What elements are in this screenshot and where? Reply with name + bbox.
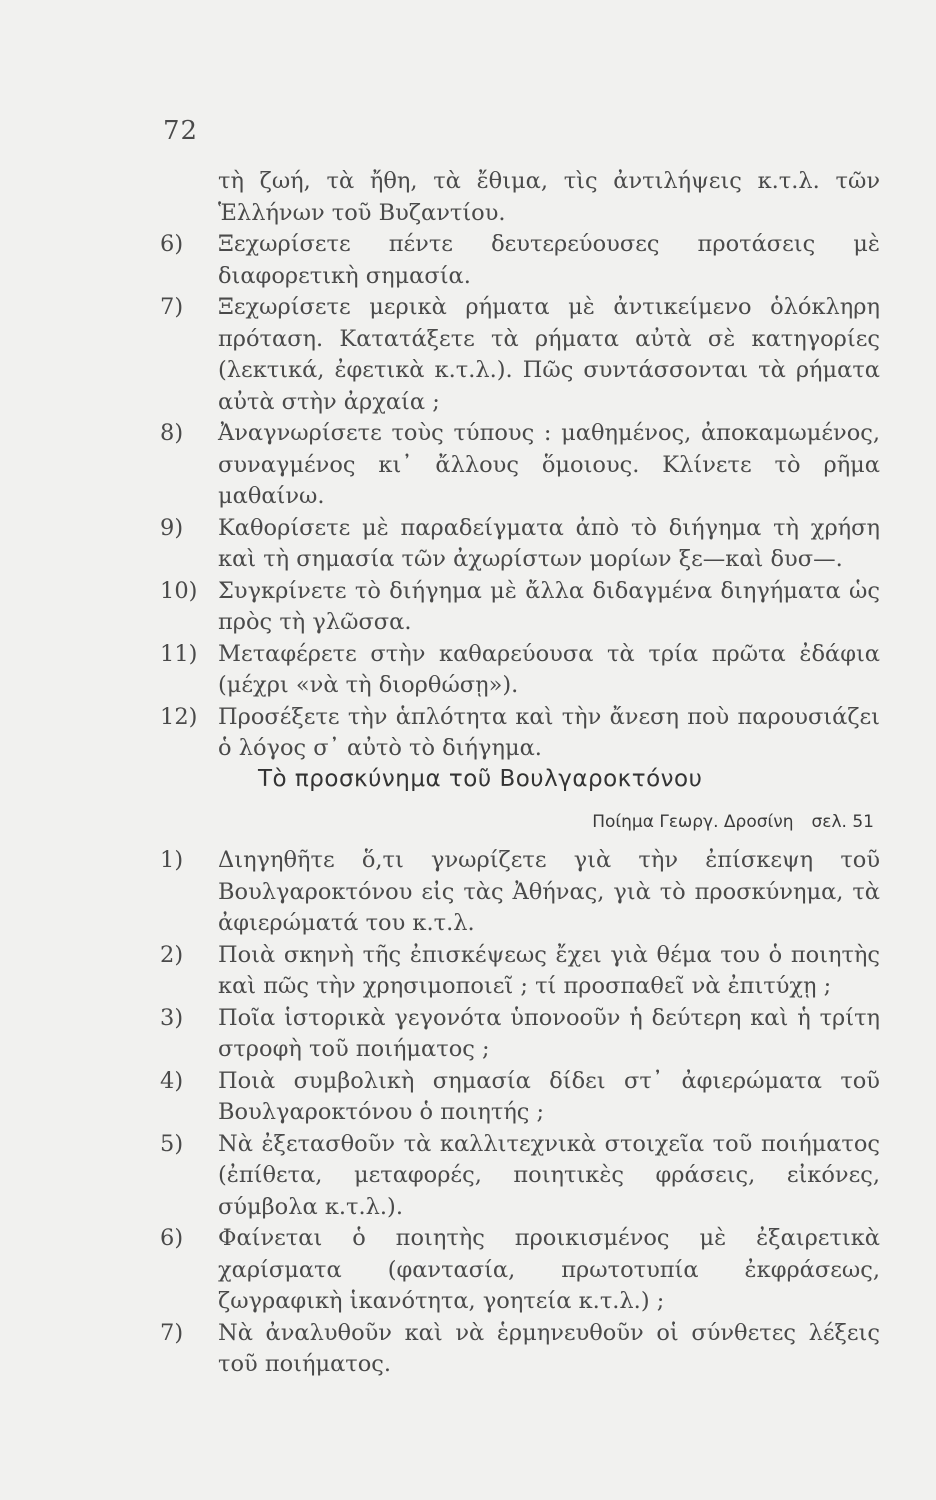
- question-number: 6): [160, 231, 184, 257]
- question-number: 10): [160, 577, 198, 604]
- question-number: 8): [160, 420, 184, 446]
- question-number: 4): [160, 1067, 184, 1094]
- question-item: [160, 1223, 880, 1318]
- question-item: [160, 1129, 880, 1224]
- question-number: 3): [160, 1004, 184, 1031]
- question-number: 12): [160, 703, 198, 730]
- page-reference: σελ. 51: [811, 812, 874, 832]
- question-number: 5): [160, 1130, 184, 1157]
- question-item: [160, 940, 880, 1003]
- question-text: Συγκρίνετε τὸ διήγημα μὲ ἄλλα διδαγμένα διηγήματα ὡς πρὸς τὴ γλῶσσα.: [218, 577, 880, 635]
- question-number: 7): [160, 1319, 184, 1346]
- question-item: [160, 513, 880, 576]
- question-text: Καθορίσετε μὲ παραδείγματα ἀπὸ τὸ διήγημα τὴ χρήση καὶ τὴ σημασία τῶν ἀχωρίστων μορίων ξε—καὶ δυσ—.: [218, 514, 880, 572]
- question-item: [160, 1003, 880, 1066]
- question-number: 1): [160, 847, 184, 873]
- question-text: Διηγηθῆτε ὅ,τι γνωρίζετε γιὰ τὴν ἐπίσκεψη τοῦ Βουλγαροκτόνου εἰς τὰς Ἀθήνας, γιὰ τὸ προσκύνημα, τὰ ἀφιερώματά του κ.τ.λ.: [218, 847, 880, 936]
- question-number: 6): [160, 1225, 184, 1251]
- top-question-list: [160, 166, 880, 765]
- question-text: Νὰ ἐξετασθοῦν τὰ καλλιτεχνικὰ στοιχεῖα τοῦ ποιήματος (ἐπίθετα, μεταφορές, ποιητικὲς φράσεις, εἰκόνες, σύμβολα κ.τ.λ.).: [218, 1130, 880, 1220]
- question-item: [160, 229, 880, 292]
- question-item: [160, 845, 880, 940]
- question-item: [160, 418, 880, 513]
- question-text: Μεταφέρετε στὴν καθαρεύουσα τὰ τρία πρῶτα ἐδάφια (μέχρι «νὰ τὴ διορθώσῃ»).: [218, 640, 880, 698]
- question-text: Ποιὰ σκηνὴ τῆς ἐπισκέψεως ἔχει γιὰ θέμα του ὁ ποιητὴς καὶ πῶς τὴν χρησιμοποιεῖ ; τί προσπαθεῖ νὰ ἐπιτύχῃ ;: [218, 941, 880, 999]
- question-item: [160, 1066, 880, 1129]
- question-text: Ξεχωρίσετε πέντε δευτερεύουσες προτάσεις μὲ διαφορετικὴ σημασία.: [218, 231, 880, 289]
- question-number: 11): [160, 640, 198, 667]
- question-item: [160, 292, 880, 418]
- question-text: Ξεχωρίσετε μερικὰ ρήματα μὲ ἀντικείμενο ὁλόκληρη πρόταση. Κατατάξετε τὰ ρήματα αὐτὰ σὲ κατηγορίες (λεκτικά, ἐφετικὰ κ.τ.λ.). Πῶς συντάσσονται τὰ ρήματα αὐτὰ στὴν ἀρχαία ;: [218, 294, 880, 415]
- section-source: [592, 812, 874, 832]
- continuation-text: [160, 166, 880, 229]
- question-text: Φαίνεται ὁ ποιητὴς προικισμένος μὲ ἐξαιρετικὰ χαρίσματα (φαντασία, πρωτοτυπία ἐκφράσεως, ζωγραφικὴ ἱκανότητα, γοητεία κ.τ.λ.) ;: [218, 1225, 880, 1314]
- question-text: Προσέξετε τὴν ἁπλότητα καὶ τὴν ἄνεση ποὺ παρουσιάζει ὁ λόγος σ᾿ αὐτὸ τὸ διήγημα.: [218, 703, 880, 761]
- question-number: 9): [160, 514, 184, 541]
- question-number: 7): [160, 294, 184, 320]
- question-item: [160, 1318, 880, 1381]
- question-item: [160, 702, 880, 765]
- question-number: 2): [160, 941, 184, 968]
- page-number: 72: [163, 116, 199, 146]
- question-text: Ἀναγνωρίσετε τοὺς τύπους : μαθημένος, ἀποκαμωμένος, συναγμένος κι᾿ ἄλλους ὅμοιους. Κλίνετε τὸ ρῆμα μαθαίνω.: [218, 420, 880, 509]
- question-text: Νὰ ἀναλυθοῦν καὶ νὰ ἑρμηνευθοῦν οἱ σύνθετες λέξεις τοῦ ποιήματος.: [218, 1319, 880, 1377]
- source-label: Ποίημα Γεωργ. Δροσίνη: [592, 812, 794, 832]
- question-text: Ποῖα ἱστορικὰ γεγονότα ὑπονοοῦν ἡ δεύτερη καὶ ἡ τρίτη στροφὴ τοῦ ποιήματος ;: [218, 1004, 880, 1062]
- bottom-question-list: [160, 845, 880, 1381]
- continuation-text-content: τὴ ζωή, τὰ ἤθη, τὰ ἔθιμα, τὶς ἀντιλήψεις κ.τ.λ. τῶν Ἑλλήνων τοῦ Βυζαντίου.: [218, 168, 880, 226]
- question-text: Ποιὰ συμβολικὴ σημασία δίδει στ᾿ ἀφιερώματα τοῦ Βουλγαροκτόνου ὁ ποιητής ;: [218, 1067, 880, 1125]
- question-item: [160, 576, 880, 639]
- question-item: [160, 639, 880, 702]
- section-title: Τὸ προσκύνημα τοῦ Βουλγαροκτόνου: [258, 766, 703, 792]
